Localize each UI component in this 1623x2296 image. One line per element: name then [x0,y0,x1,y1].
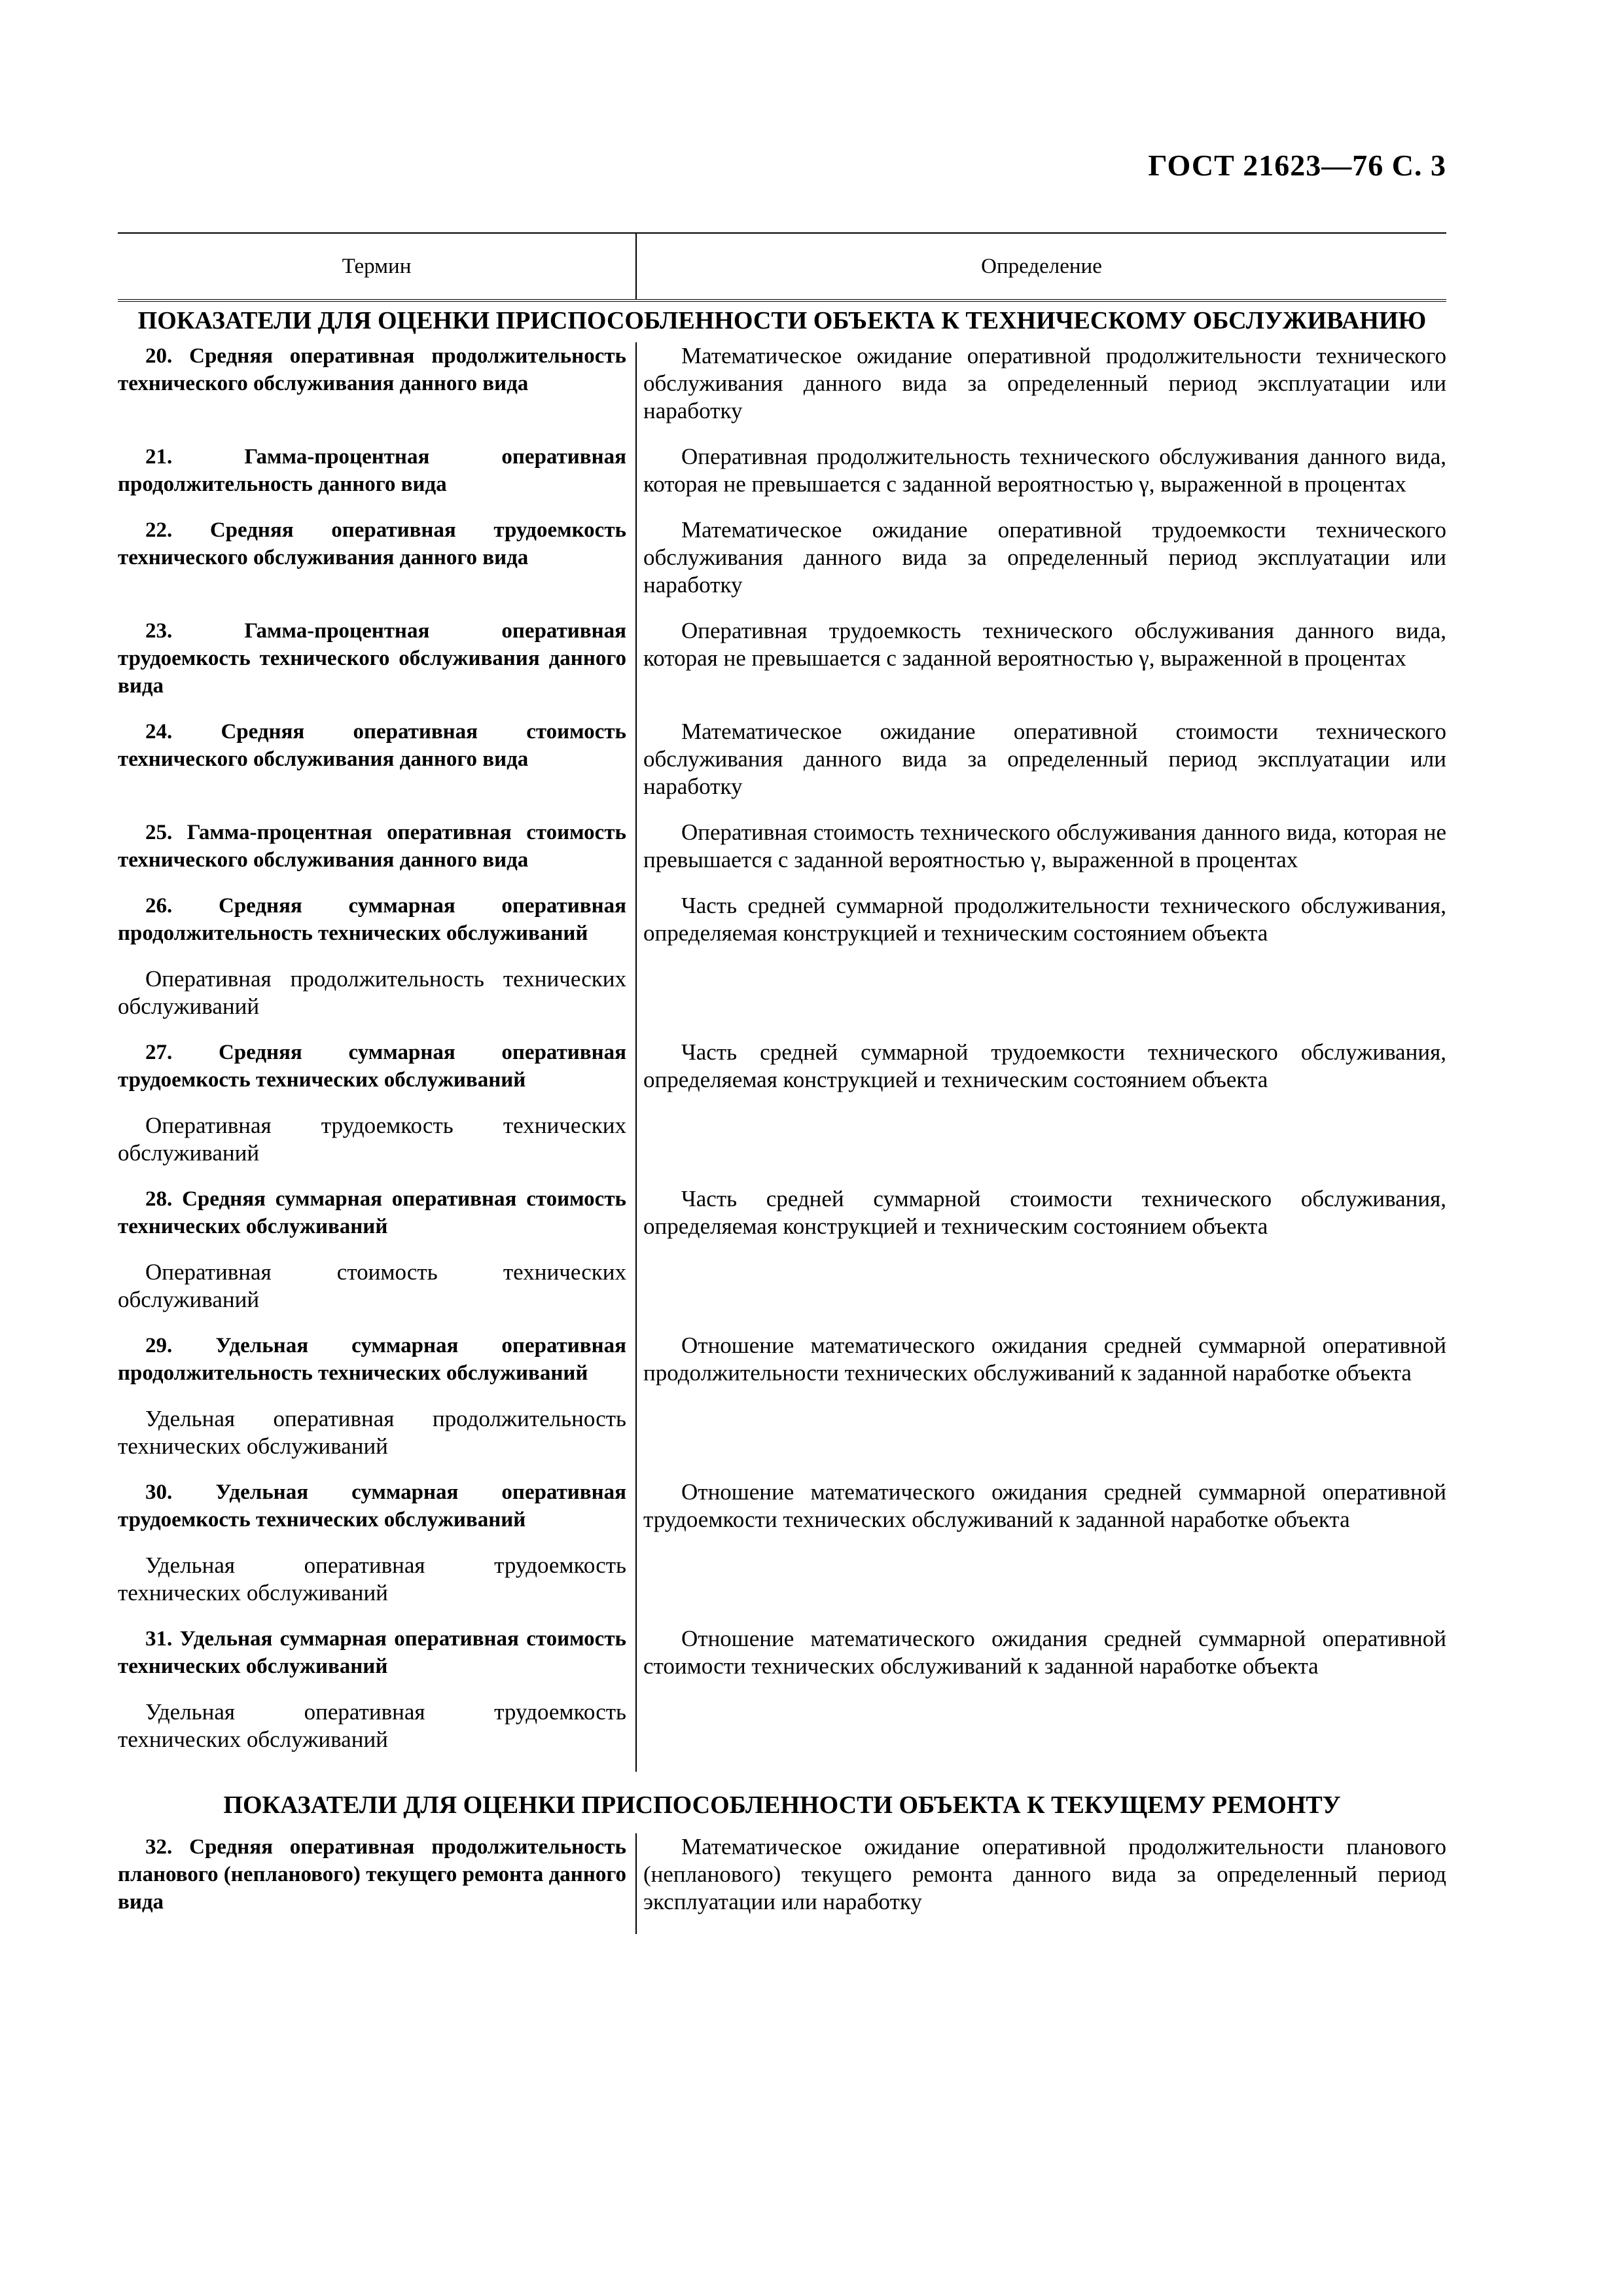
definition-text: Часть средней суммарной трудоемкости технического обслуживания, определяемая конструкцией и техническим состоянием объекта [643,1039,1446,1092]
term-synonym: Удельная оперативная трудоемкость технических обслуживаний [118,1699,626,1752]
table-row-definition-cell [637,617,1446,718]
definition-text: Часть средней суммарной стоимости технического обслуживания, определяемая конструкцией и техническим состоянием объекта [643,1186,1446,1239]
table-row-term-cell [118,342,637,443]
definition-text: Математическое ожидание оперативной продолжительности технического обслуживания данного вида за определенный период эксплуатации или наработку [643,343,1446,423]
table-row-term-cell [118,1332,637,1479]
definition-text: Оперативная продолжительность технического обслуживания данного вида, которая не превышается с заданной вероятностью γ, выраженной в процентах [643,444,1446,497]
term-text: 29. Удельная суммарная оперативная продолжительность технических обслуживаний [118,1334,626,1385]
term-synonym: Оперативная продолжительность технических обслуживаний [118,966,626,1019]
table-row-term-cell [118,516,637,617]
section-title: ПОКАЗАТЕЛИ ДЛЯ ОЦЕНКИ ПРИСПОСОБЛЕННОСТИ ОБЪЕКТА К ТЕКУЩЕМУ РЕМОНТУ [223,1791,1341,1819]
table-row-term-cell [118,1479,637,1625]
table-row-definition-cell [637,1625,1446,1772]
term-text: 20. Средняя оперативная продолжительность технического обслуживания данного вида [118,344,626,395]
table-row-definition-cell [637,819,1446,892]
table-row-term-cell [118,819,637,892]
page-header-doc-ref: ГОСТ 21623—76 С. 3 [1148,149,1446,182]
table-row-term-cell [118,1625,637,1772]
table-row-term-cell [118,718,637,819]
term-text: 24. Средняя оперативная стоимость технического обслуживания данного вида [118,720,626,771]
table-row-term-cell [118,1039,637,1185]
definition-text: Отношение математического ожидания средней суммарной оперативной стоимости технических обслуживаний к заданной наработке объекта [643,1626,1446,1679]
term-text: 26. Средняя суммарная оперативная продолжительность технических обслуживаний [118,894,626,945]
table-row-term-cell [118,1833,637,1934]
section-title: ПОКАЗАТЕЛИ ДЛЯ ОЦЕНКИ ПРИСПОСОБЛЕННОСТИ ОБЪЕКТА К ТЕХНИЧЕСКОМУ ОБСЛУЖИВАНИЮ [137,307,1427,334]
table-row-definition-cell [637,443,1446,516]
definition-text: Оперативная стоимость технического обслуживания данного вида, которая не превышается с заданной вероятностью γ, выраженной в процентах [643,819,1446,872]
definition-text: Математическое ожидание оперативной продолжительности планового (непланового) текущего ремонта данного вида за определенный период эксплуатации или наработку [643,1834,1446,1914]
terms-table [118,232,1446,1934]
table-row-term-cell [118,892,637,1039]
definition-text: Оперативная трудоемкость технического обслуживания данного вида, которая не превышается с заданной вероятностью γ, выраженной в процентах [643,618,1446,671]
table-row-definition-cell [637,1332,1446,1479]
term-synonym: Удельная оперативная трудоемкость технических обслуживаний [118,1552,626,1605]
term-text: 25. Гамма-процентная оперативная стоимость технического обслуживания данного вида [118,821,626,872]
term-text: 21. Гамма-процентная оперативная продолжительность данного вида [118,445,626,496]
definition-text: Отношение математического ожидания средней суммарной оперативной продолжительности технических обслуживаний к заданной наработке объекта [643,1333,1446,1386]
table-row-term-cell [118,617,637,718]
table-row-definition-cell [637,342,1446,443]
table-body [118,302,1446,1934]
table-row-definition-cell [637,1039,1446,1185]
term-synonym: Удельная оперативная продолжительность технических обслуживаний [118,1406,626,1459]
term-text: 32. Средняя оперативная продолжительность планового (непланового) текущего ремонта данного вида [118,1835,626,1914]
term-text: 23. Гамма-процентная оперативная трудоемкость технического обслуживания данного вида [118,619,626,698]
term-text: 31. Удельная суммарная оперативная стоимость технических обслуживаний [118,1627,626,1678]
column-header-definition: Определение [981,254,1102,278]
table-row-term-cell [118,443,637,516]
section-grid [118,342,1446,1772]
table-row-definition-cell [637,1185,1446,1332]
table-row-definition-cell [637,1833,1446,1934]
table-row-definition-cell [637,516,1446,617]
definition-text: Математическое ожидание оперативной стоимости технического обслуживания данного вида за определенный период эксплуатации или наработку [643,719,1446,799]
definition-text: Часть средней суммарной продолжительности технического обслуживания, определяемая конструкцией и техническим состоянием объекта [643,893,1446,946]
term-text: 28. Средняя суммарная оперативная стоимость технических обслуживаний [118,1187,626,1238]
table-row-definition-cell [637,718,1446,819]
term-text: 22. Средняя оперативная трудоемкость технического обслуживания данного вида [118,518,626,569]
definition-text: Отношение математического ожидания средней суммарной оперативной трудоемкости технических обслуживаний к заданной наработке объекта [643,1479,1446,1532]
term-synonym: Оперативная стоимость технических обслуживаний [118,1259,626,1312]
definition-text: Математическое ожидание оперативной трудоемкости технического обслуживания данного вида за определенный период эксплуатации или наработку [643,517,1446,598]
table-row-definition-cell [637,1479,1446,1625]
table-row-term-cell [118,1185,637,1332]
term-text: 27. Средняя суммарная оперативная трудоемкость технических обслуживаний [118,1041,626,1092]
section-grid [118,1833,1446,1934]
table-header [118,232,1446,302]
column-header-term: Термин [118,234,637,299]
table-row-definition-cell [637,892,1446,1039]
term-text: 30. Удельная суммарная оперативная трудоемкость технических обслуживаний [118,1480,626,1532]
term-synonym: Оперативная трудоемкость технических обслуживаний [118,1113,626,1166]
